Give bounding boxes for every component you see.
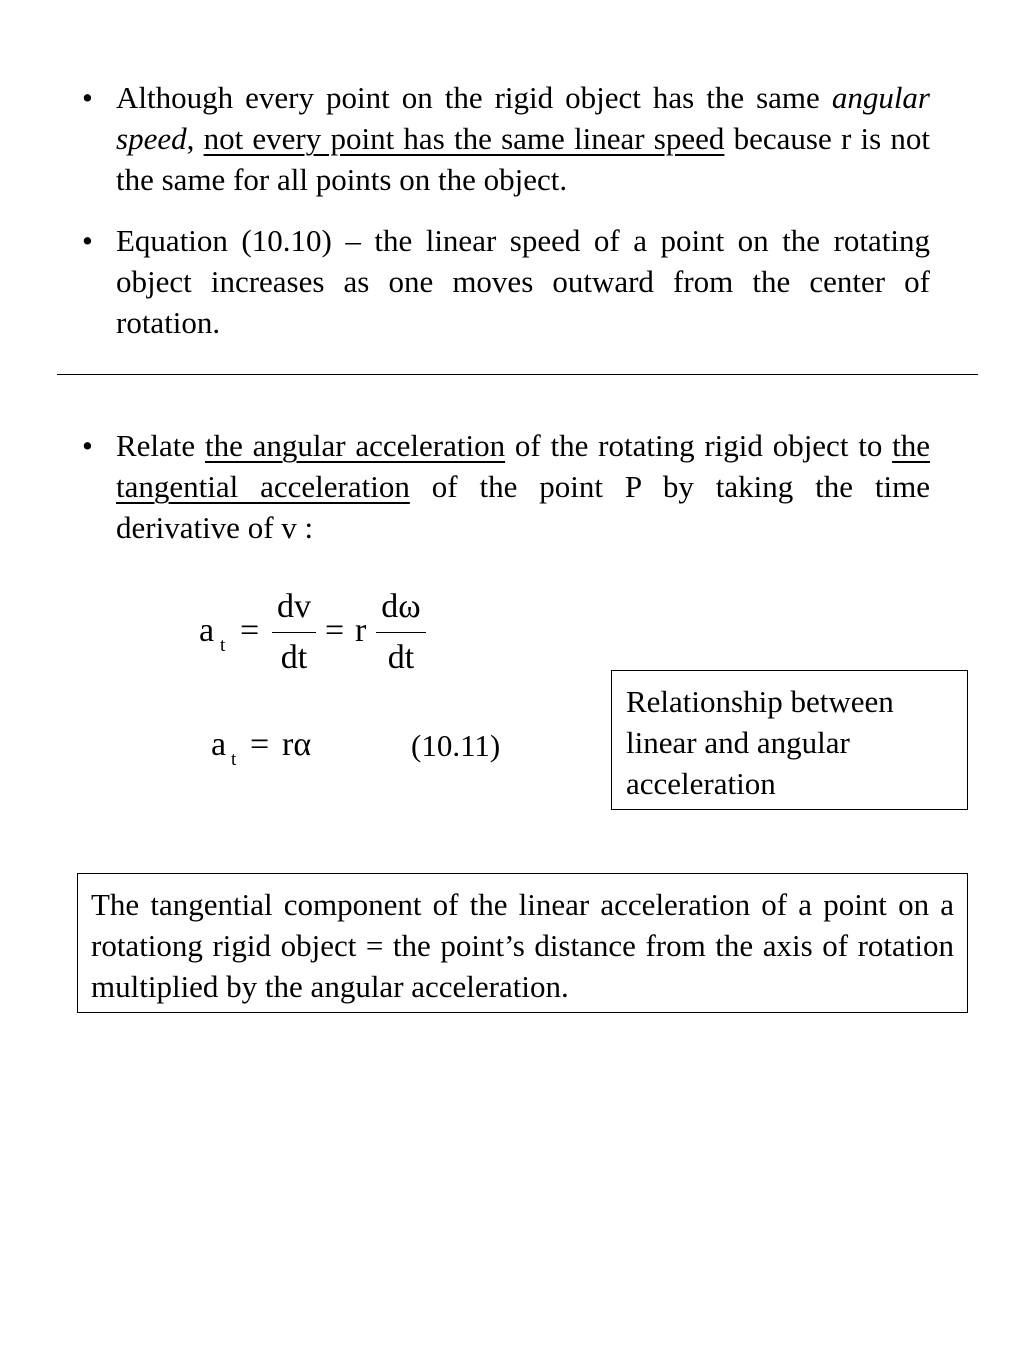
underlined-tangential-acceleration: the tangential acceleration <box>116 428 930 504</box>
eq2-lhs: a <box>211 726 227 763</box>
fraction-bar <box>376 632 426 633</box>
eq1-equals-1: = <box>240 612 260 649</box>
eq1-fraction-domega-dt <box>376 590 426 675</box>
bullet-marker: • <box>82 428 93 463</box>
horizontal-divider <box>57 374 978 375</box>
eq2-equals: = <box>250 726 270 763</box>
emphasis-angular-speed: angular speed <box>116 80 930 156</box>
bullet-text: Equation (10.10) – the linear speed of a point on the rotating object increases as one moves outward from the center of rotation. <box>116 223 930 340</box>
relationship-note-text: Relationship between linear and angular acceleration <box>626 684 894 801</box>
bullet-text: Relate the angular acceleration of the rotating rigid object to the tangential acceleration of the point P by taking the time derivative of v : <box>116 428 931 545</box>
fraction-denominator: dt <box>280 639 308 676</box>
bullet-text: Although every point on the rigid object has the same angular speed, not every point has the same linear speed because r is not the same for all points on the object. <box>116 80 931 197</box>
eq1-fraction-dv-dt <box>272 590 316 675</box>
bullet-equation-10-10 <box>82 220 930 343</box>
eq1-lhs: a <box>199 612 215 649</box>
fraction-numerator: dv <box>277 588 311 625</box>
eq2-rhs: rα <box>282 726 312 763</box>
bullet-marker: • <box>82 223 93 258</box>
equation-number: (10.11) <box>411 728 501 763</box>
underlined-angular-acceleration: the angular acceleration <box>204 428 506 463</box>
bullet-marker: • <box>82 80 93 115</box>
fraction-denominator: dt <box>387 639 415 676</box>
bullet-angular-speed <box>82 77 931 200</box>
eq1-equals-2: = <box>325 612 345 649</box>
fraction-bar <box>272 632 316 633</box>
underlined-linear-speed: not every point has the same linear speed <box>203 121 725 156</box>
eq2-lhs-subscript: t <box>231 749 237 770</box>
bullet-relate-acceleration <box>82 425 931 548</box>
fraction-numerator: dω <box>381 588 421 625</box>
relationship-note-box <box>611 670 968 810</box>
eq1-coefficient: r <box>355 612 367 649</box>
definition-box <box>77 873 968 1013</box>
definition-text: The tangential component of the linear acceleration of a point on a rotationg rigid object = the point’s distance from the axis of rotation multiplied by the angular acceleration. <box>91 887 954 1004</box>
eq1-lhs-subscript: t <box>220 635 226 656</box>
